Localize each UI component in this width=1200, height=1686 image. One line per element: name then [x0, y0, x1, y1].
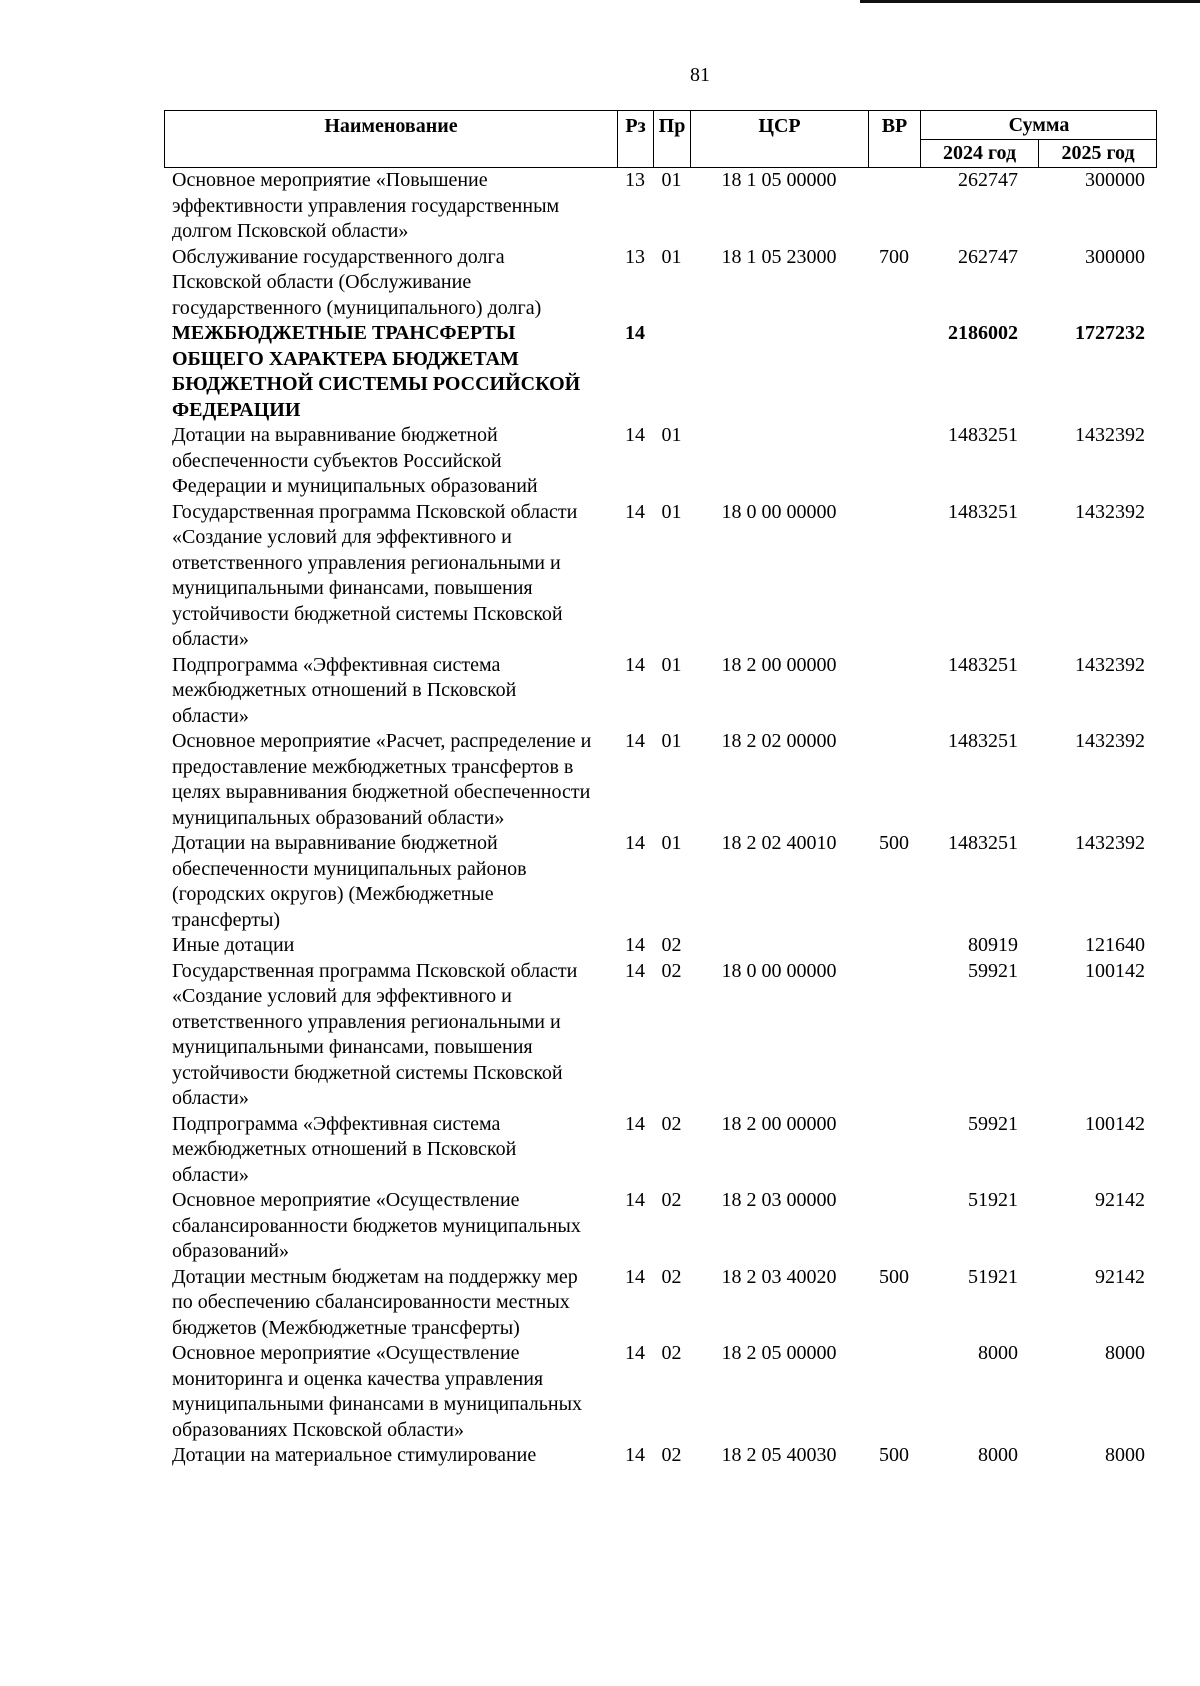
row-pr-cell: 01: [661, 500, 682, 523]
page-number: 81: [690, 64, 710, 86]
row-sum-2024-cell: 8000: [978, 1342, 1018, 1364]
row-rz-cell: 14: [625, 322, 645, 344]
row-name-cell: Иные дотации: [172, 934, 295, 956]
row-sum-2024-cell: 80919: [968, 934, 1018, 956]
row-rz-cell: 14: [625, 1265, 645, 1288]
table-row: [164, 1112, 1157, 1189]
row-pr-cell: 01: [661, 832, 682, 854]
row-rz-cell: 14: [625, 1342, 645, 1364]
row-sum-2025-cell: 8000: [1105, 1342, 1145, 1364]
row-sum-2025-cell: 1432392: [1075, 653, 1145, 676]
row-pr-cell: 02: [661, 1342, 682, 1364]
table-row: [164, 959, 1157, 1112]
row-pr-cell: 01: [661, 730, 682, 752]
row-rz-cell: 14: [625, 959, 645, 982]
row-pr-cell: 02: [661, 1265, 682, 1288]
row-sum-2025-cell: 1432392: [1075, 832, 1145, 854]
header-year-2024: 2024 год: [921, 139, 1039, 167]
row-pr-cell: 02: [661, 1112, 682, 1135]
row-sum-2024-cell: 8000: [978, 1444, 1018, 1466]
row-pr-cell: 02: [661, 1189, 682, 1211]
row-rz-cell: 14: [625, 1189, 645, 1211]
row-rz-cell: 14: [625, 832, 645, 854]
row-csr-cell: 18 2 02 00000: [721, 730, 837, 752]
table-row: [164, 1265, 1157, 1342]
row-sum-2024-cell: 1483251: [948, 500, 1018, 523]
table-row: [164, 831, 1157, 933]
header-year-2025: 2025 год: [1061, 142, 1135, 164]
row-sum-2024-cell: 59921: [968, 1112, 1018, 1135]
row-name-cell: Основное мероприятие «Осуществление сбалансированности бюджетов муниципальных образований»: [172, 1189, 581, 1262]
row-name-cell: Дотации на выравнивание бюджетной обеспеченности субъектов Российской Федерации и муниципальных образований: [172, 424, 538, 497]
row-name-cell: Подпрограмма «Эффективная система межбюджетных отношений в Псковской области»: [172, 653, 517, 727]
row-name-cell: Государственная программа Псковской области «Создание условий для эффективного и ответственного управления региональными и муниципальными финансами, повышения устойчивости бюджетной системы Псковской области»: [172, 959, 578, 1109]
row-name-cell: Государственная программа Псковской области «Создание условий для эффективного и ответственного управления региональными и муниципальными финансами, повышения устойчивости бюджетной системы Псковской области»: [172, 500, 578, 650]
row-csr-cell: 18 2 00 00000: [721, 1112, 837, 1135]
row-sum-2025-cell: 100142: [1085, 959, 1145, 982]
row-name-cell: Основное мероприятие «Осуществление мониторинга и оценка качества управления муниципальными финансами в муниципальных образованиях Псковской области»: [172, 1342, 583, 1441]
table-row: [164, 1443, 1157, 1469]
row-name-cell: Основное мероприятие «Расчет, распределение и предоставление межбюджетных трансфертов в целях выравнивания бюджетной обеспеченности муниципальных образований области»: [172, 730, 592, 829]
row-csr-cell: 18 1 05 00000: [721, 169, 837, 191]
table-row: [164, 423, 1157, 500]
row-vr-cell: 500: [879, 1265, 909, 1288]
header-rz: Рз: [618, 111, 654, 167]
row-sum-2025-cell: 100142: [1085, 1112, 1145, 1135]
row-name-cell: Дотации местным бюджетам на поддержку мер по обеспечению сбалансированности местных бюджетов (Межбюджетные трансферты): [172, 1265, 578, 1339]
row-name-cell: Основное мероприятие «Повышение эффективности управления государственным долгом Псковской области»: [172, 169, 560, 242]
row-sum-2024-cell: 51921: [968, 1189, 1018, 1211]
row-vr-cell: 700: [879, 245, 909, 268]
row-csr-cell: 18 0 00 00000: [721, 959, 837, 982]
row-csr-cell: 18 2 05 40030: [721, 1444, 837, 1466]
table-header: [164, 110, 1157, 168]
row-sum-2025-cell: 92142: [1095, 1265, 1145, 1288]
row-sum-2024-cell: 1483251: [948, 730, 1018, 752]
row-pr-cell: 02: [661, 934, 682, 956]
row-sum-2024-cell: 262747: [958, 169, 1018, 191]
row-name-cell: Дотации на материальное стимулирование: [172, 1444, 537, 1466]
row-csr-cell: 18 2 03 00000: [721, 1189, 837, 1211]
row-csr-cell: 18 2 02 40010: [721, 832, 837, 854]
row-csr-cell: 18 2 00 00000: [721, 653, 837, 676]
row-rz-cell: 14: [625, 424, 645, 446]
row-vr-cell: 500: [879, 1444, 909, 1466]
budget-table: [164, 110, 1157, 1469]
row-rz-cell: 14: [625, 934, 645, 956]
header-sum-group: [921, 111, 1157, 167]
row-sum-2025-cell: 1432392: [1075, 730, 1145, 752]
row-name-cell: Дотации на выравнивание бюджетной обеспеченности муниципальных районов (городских округов) (Межбюджетные трансферты): [172, 832, 527, 931]
row-sum-2024-cell: 1483251: [948, 653, 1018, 676]
header-csr: ЦСР: [691, 111, 869, 167]
row-sum-2024-cell: 262747: [958, 245, 1018, 268]
row-sum-2024-cell: 2186002: [948, 322, 1018, 344]
row-sum-2024-cell: 1483251: [948, 424, 1018, 446]
top-edge-rule: [860, 0, 1200, 3]
header-sum: Сумма: [921, 111, 1157, 140]
row-csr-cell: 18 0 00 00000: [721, 500, 837, 523]
table-row: [164, 245, 1157, 322]
row-sum-2025-cell: 8000: [1105, 1444, 1145, 1466]
row-rz-cell: 13: [625, 169, 645, 191]
row-pr-cell: 02: [661, 959, 682, 982]
row-sum-2025-cell: 1432392: [1075, 500, 1145, 523]
row-rz-cell: 13: [625, 245, 645, 268]
row-sum-2025-cell: 121640: [1085, 934, 1145, 956]
row-sum-2025-cell: 92142: [1095, 1189, 1145, 1211]
table-row: [164, 321, 1157, 423]
row-sum-2024-cell: 1483251: [948, 832, 1018, 854]
row-rz-cell: 14: [625, 1444, 645, 1466]
row-pr-cell: 01: [661, 653, 682, 676]
row-name-cell: Подпрограмма «Эффективная система межбюджетных отношений в Псковской области»: [172, 1112, 517, 1186]
row-csr-cell: 18 2 03 40020: [721, 1265, 837, 1288]
table-body: [164, 168, 1157, 1469]
row-pr-cell: 01: [661, 169, 682, 191]
header-vr: ВР: [869, 111, 921, 167]
row-pr-cell: 02: [661, 1444, 682, 1466]
table-row: [164, 500, 1157, 653]
table-row: [164, 653, 1157, 730]
row-vr-cell: 500: [879, 832, 909, 854]
table-row: [164, 933, 1157, 959]
header-name: Наименование: [165, 111, 618, 167]
row-sum-2024-cell: 51921: [968, 1265, 1018, 1288]
row-sum-2024-cell: 59921: [968, 959, 1018, 982]
table-row: [164, 168, 1157, 245]
row-csr-cell: 18 1 05 23000: [721, 245, 837, 268]
row-rz-cell: 14: [625, 1112, 645, 1135]
row-csr-cell: 18 2 05 00000: [721, 1342, 837, 1364]
table-row: [164, 729, 1157, 831]
row-sum-2025-cell: 1727232: [1075, 322, 1145, 344]
row-pr-cell: 01: [661, 424, 682, 446]
table-row: [164, 1341, 1157, 1443]
row-sum-2025-cell: 300000: [1085, 169, 1145, 191]
row-sum-2025-cell: 1432392: [1075, 424, 1145, 446]
row-sum-2025-cell: 300000: [1085, 245, 1145, 268]
row-rz-cell: 14: [625, 653, 645, 676]
header-pr: Пр: [654, 111, 691, 167]
row-name-cell: МЕЖБЮДЖЕТНЫЕ ТРАНСФЕРТЫ ОБЩЕГО ХАРАКТЕРА БЮДЖЕТАМ БЮДЖЕТНОЙ СИСТЕМЫ РОССИЙСКОЙ ФЕДЕРАЦИИ: [172, 322, 581, 421]
row-rz-cell: 14: [625, 500, 645, 523]
row-name-cell: Обслуживание государственного долга Псковской области (Обслуживание государственного (муниципального) долга): [172, 245, 542, 319]
row-rz-cell: 14: [625, 730, 645, 752]
table-row: [164, 1188, 1157, 1265]
row-pr-cell: 01: [661, 245, 682, 268]
